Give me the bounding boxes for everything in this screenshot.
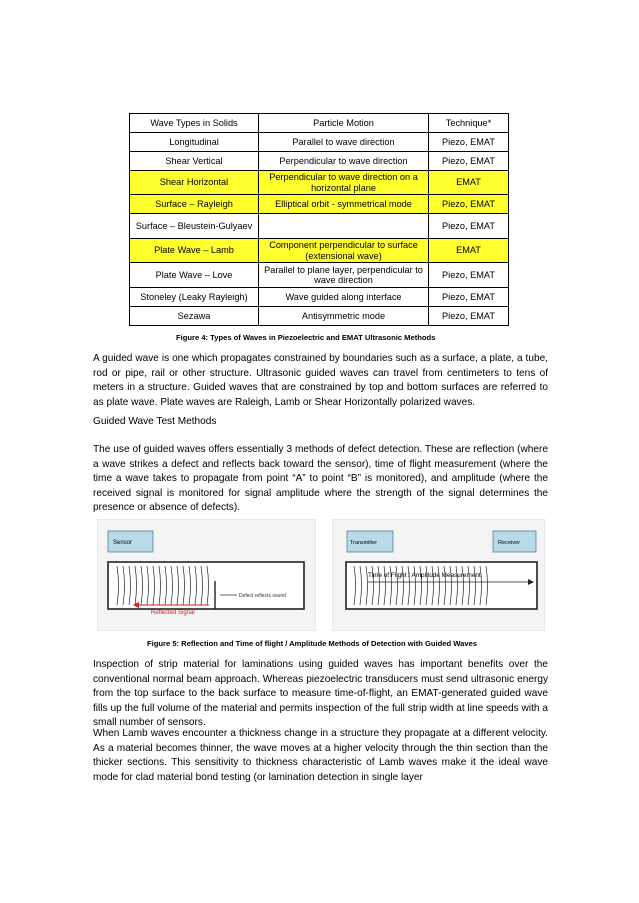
- plate: [108, 562, 304, 609]
- cell-particle-motion: Elliptical orbit - symmetrical mode: [259, 195, 429, 214]
- tof-label: Time of Flight / Amplitude Measurement: [368, 572, 481, 579]
- header-wave-types: Wave Types in Solids: [130, 114, 259, 133]
- section-heading-test-methods: Guided Wave Test Methods: [93, 416, 217, 427]
- cell-technique: Piezo, EMAT: [429, 263, 509, 288]
- table-row: [130, 288, 509, 307]
- header-particle-motion: Particle Motion: [259, 114, 429, 133]
- table-row: [130, 263, 509, 288]
- table-header-row: [130, 114, 509, 133]
- figure-5-caption: Figure 5: Reflection and Time of flight / Amplitude Methods of Detection with Guided Waves: [147, 639, 478, 648]
- cell-wave-type: Plate Wave – Lamb: [130, 239, 259, 263]
- cell-technique: Piezo, EMAT: [429, 152, 509, 171]
- cell-particle-motion: [259, 214, 429, 239]
- table-row: [130, 152, 509, 171]
- header-technique: Technique*: [429, 114, 509, 133]
- cell-wave-type: Longitudinal: [130, 133, 259, 152]
- cell-particle-motion: Wave guided along interface: [259, 288, 429, 307]
- cell-particle-motion: Parallel to plane layer, perpendicular to wave direction: [259, 263, 429, 288]
- figure-5: [97, 519, 545, 631]
- transmitter-label: Transmitter: [350, 540, 378, 546]
- cell-technique: Piezo, EMAT: [429, 133, 509, 152]
- cell-wave-type: Stoneley (Leaky Rayleigh): [130, 288, 259, 307]
- defect-label: Defect reflects sound: [239, 593, 286, 599]
- paragraph-strip-inspection: Inspection of strip material for laminations using guided waves has important benefits over the conventional normal beam approach. Whereas piezoelectric transducers must send ultrasonic energy from the top surface to the back surface to measure time-of-flight, an EMAT-generated guided wave fills up the full volume of the material and permits inspection of the full strip width at line speeds with a small number of sensors.: [93, 659, 548, 729]
- table-row: [130, 133, 509, 152]
- receiver-label: Receiver: [498, 540, 521, 546]
- cell-wave-type: Plate Wave – Love: [130, 263, 259, 288]
- cell-particle-motion: Parallel to wave direction: [259, 133, 429, 152]
- paragraph-lamb-waves: When Lamb waves encounter a thickness change in a structure they propagate at a different velocity. As a material becomes thinner, the wave moves at a higher velocity through the thin section than the thicker sections. This sensitivity to thickness characteristic of Lamb waves make it the ideal wave mode for clad material bond testing (or lamination detection in single layer: [93, 728, 548, 783]
- cell-technique: Piezo, EMAT: [429, 307, 509, 326]
- figure-4-caption: Figure 4: Types of Waves in Piezoelectric and EMAT Ultrasonic Methods: [176, 333, 436, 342]
- paragraph-test-methods: The use of guided waves offers essentially 3 methods of defect detection. These are reflection (where a wave strikes a defect and reflects back toward the sensor), time of flight measurement (where the time a wave takes to propagate from point “A” to point “B” is monitored), and amplitude (where the received signal is monitored for signal amplitude where the strength of the signal determines the presence or absence of defects).: [93, 444, 548, 514]
- table-row: [130, 171, 509, 195]
- cell-particle-motion: Perpendicular to wave direction on a horizontal plane: [259, 171, 429, 195]
- cell-technique: Piezo, EMAT: [429, 214, 509, 239]
- cell-particle-motion: Antisymmetric mode: [259, 307, 429, 326]
- table-row: [130, 195, 509, 214]
- sensor-label: Sensor: [113, 540, 133, 546]
- cell-particle-motion: Component perpendicular to surface (extensional wave): [259, 239, 429, 263]
- cell-particle-motion: Perpendicular to wave direction: [259, 152, 429, 171]
- cell-technique: EMAT: [429, 239, 509, 263]
- reflected-signal-label: Reflected Signal: [151, 610, 195, 616]
- wave-types-table: [129, 113, 509, 326]
- reflection-method-diagram: [97, 519, 316, 631]
- cell-wave-type: Surface – Bleustein-Gulyaev: [130, 214, 259, 239]
- cell-wave-type: Shear Horizontal: [130, 171, 259, 195]
- plate: [346, 562, 537, 609]
- cell-wave-type: Shear Vertical: [130, 152, 259, 171]
- cell-technique: EMAT: [429, 171, 509, 195]
- time-of-flight-diagram: [332, 519, 545, 631]
- cell-wave-type: Surface – Rayleigh: [130, 195, 259, 214]
- table-row: [130, 239, 509, 263]
- table-row: [130, 307, 509, 326]
- cell-technique: Piezo, EMAT: [429, 195, 509, 214]
- table-row: [130, 214, 509, 239]
- cell-wave-type: Sezawa: [130, 307, 259, 326]
- cell-technique: Piezo, EMAT: [429, 288, 509, 307]
- paragraph-guided-wave-intro: A guided wave is one which propagates constrained by boundaries such as a surface, a plate, a tube, rod or pipe, rail or other structure. Ultrasonic guided waves can travel from centimeters to tens of meters in a structure. Guided waves that are constrained by top and bottom surfaces are referred to as plate wave. Plate waves are Raleigh, Lamb or Shear Horizontally polarized waves.: [93, 353, 548, 408]
